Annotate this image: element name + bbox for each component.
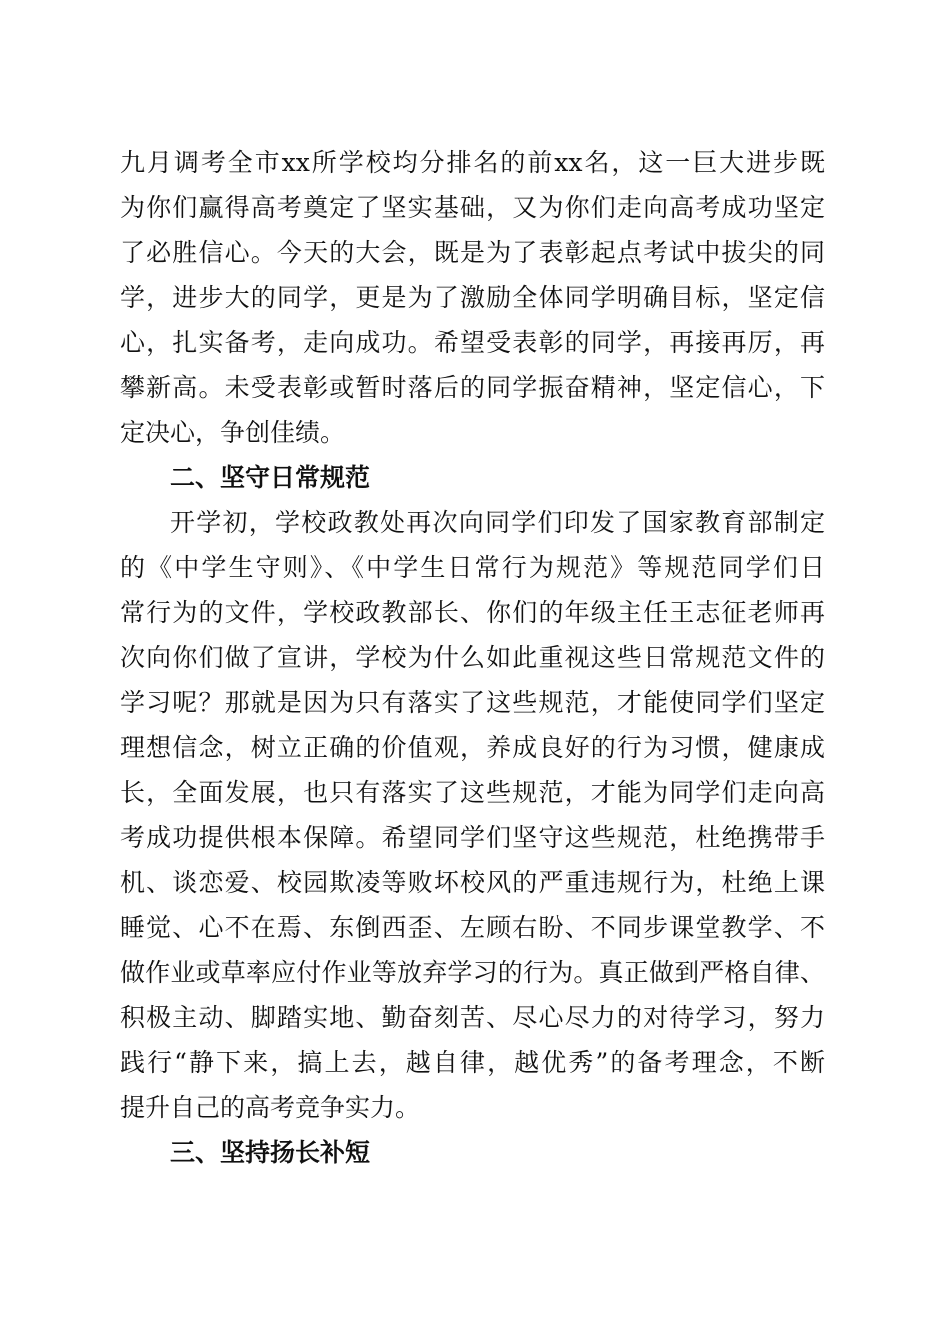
- paragraph-2-line-5: 学习呢？那就是因为只有落实了这些规范，才能使同学们坚定: [120, 688, 825, 717]
- paragraph-2-line-4: 次向你们做了宣讲，学校为什么如此重视这些日常规范文件的: [120, 643, 825, 672]
- paragraph-2-line-2: 的《中学生守则》、《中学生日常行为规范》等规范同学们日: [120, 553, 825, 582]
- paragraph-2-line-3: 常行为的文件，学校政教部长、你们的年级主任王志征老师再: [120, 598, 825, 627]
- paragraph-2-line-1: 开学初，学校政教处再次向同学们印发了国家教育部制定: [170, 508, 825, 537]
- paragraph-1-line-4: 学，进步大的同学，更是为了激励全体同学明确目标，坚定信: [120, 283, 825, 312]
- paragraph-2-line-9: 机、谈恋爱、校园欺凌等败坏校风的严重违规行为，杜绝上课: [120, 868, 825, 897]
- paragraph-2-line-10: 睡觉、心不在焉、东倒西歪、左顾右盼、不同步课堂教学、不: [120, 913, 825, 942]
- section-heading-3: 三、坚持扬长补短: [170, 1138, 371, 1167]
- paragraph-2-line-12: 积极主动、脚踏实地、勤奋刻苦、尽心尽力的对待学习，努力: [120, 1003, 825, 1032]
- paragraph-1-line-7: 定决心，争创佳绩。: [120, 418, 346, 447]
- paragraph-2-line-14: 提升自己的高考竞争实力。: [120, 1093, 421, 1122]
- paragraph-2-line-13: 践行“静下来，搞上去，越自律，越优秀”的备考理念，不断: [120, 1048, 825, 1077]
- paragraph-1-line-1: 九月调考全市xx所学校均分排名的前xx名，这一巨大进步既: [120, 148, 825, 177]
- section-heading-2: 二、坚守日常规范: [170, 463, 371, 492]
- paragraph-2-line-8: 考成功提供根本保障。希望同学们坚守这些规范，杜绝携带手: [120, 823, 825, 852]
- paragraph-2-line-7: 长，全面发展，也只有落实了这些规范，才能为同学们走向高: [120, 778, 825, 807]
- paragraph-1-line-3: 了必胜信心。今天的大会，既是为了表彰起点考试中拔尖的同: [120, 238, 825, 267]
- paragraph-1-line-6: 攀新高。未受表彰或暂时落后的同学振奋精神，坚定信心，下: [120, 373, 825, 402]
- paragraph-1-line-5: 心，扎实备考，走向成功。希望受表彰的同学，再接再厉，再: [120, 328, 825, 357]
- paragraph-2-line-6: 理想信念，树立正确的价值观，养成良好的行为习惯，健康成: [120, 733, 825, 762]
- paragraph-1-line-2: 为你们赢得高考奠定了坚实基础，又为你们走向高考成功坚定: [120, 193, 825, 222]
- paragraph-2-line-11: 做作业或草率应付作业等放弃学习的行为。真正做到严格自律、: [120, 958, 825, 987]
